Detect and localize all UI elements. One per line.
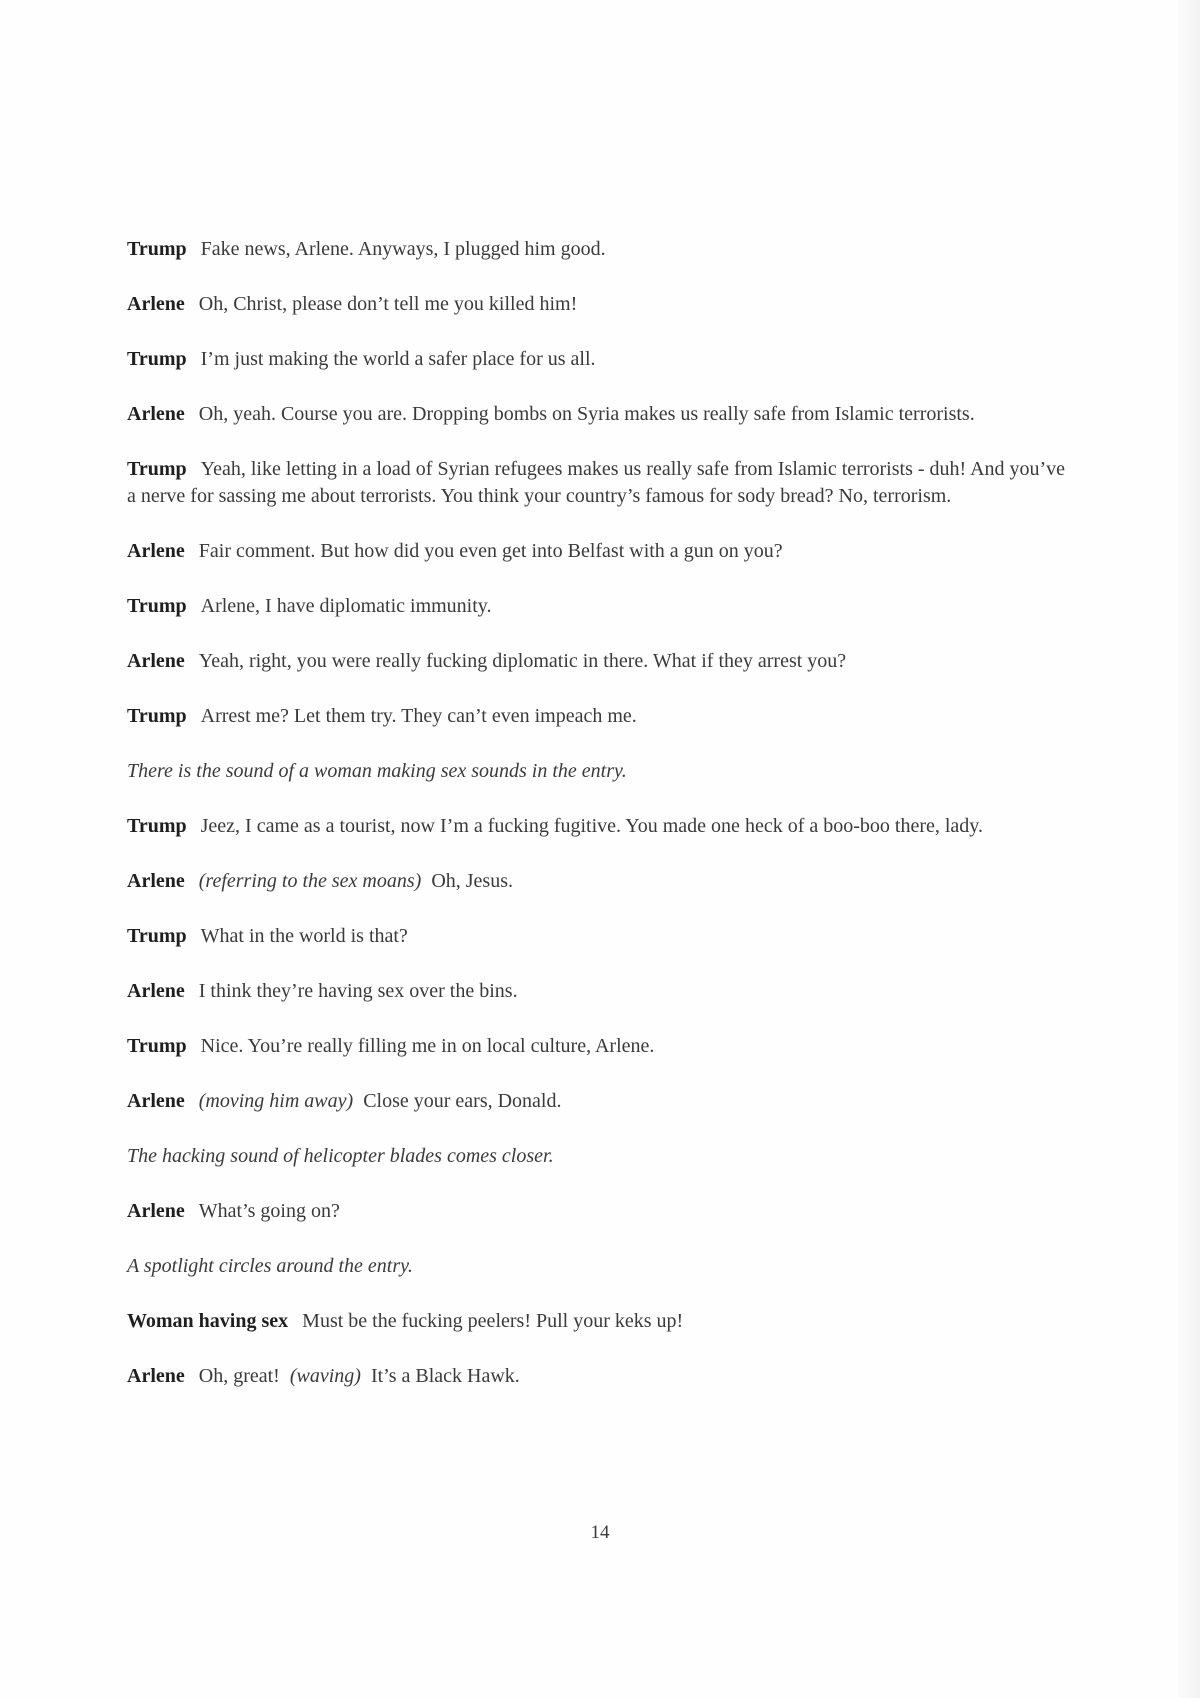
script-body bbox=[127, 236, 1067, 1418]
speaker-name: Woman having sex bbox=[127, 1310, 289, 1332]
parenthetical-direction: (referring to the sex moans) bbox=[198, 870, 422, 892]
dialogue-line bbox=[127, 923, 1067, 950]
dialogue-line bbox=[127, 868, 1067, 895]
speaker-name: Arlene bbox=[127, 1090, 185, 1112]
speaker-name: Trump bbox=[127, 1035, 187, 1057]
speaker-name: Arlene bbox=[127, 1200, 185, 1222]
speaker-name: Arlene bbox=[127, 980, 185, 1002]
dialogue-line bbox=[127, 456, 1067, 510]
dialogue-text: Fake news, Arlene. Anyways, I plugged him good. bbox=[200, 238, 606, 260]
speaker-name: Arlene bbox=[127, 293, 185, 315]
speaker-name: Trump bbox=[127, 348, 187, 370]
dialogue-text: It’s a Black Hawk. bbox=[370, 1365, 520, 1387]
speaker-name: Arlene bbox=[127, 650, 185, 672]
dialogue-line bbox=[127, 703, 1067, 730]
parenthetical-direction: (moving him away) bbox=[198, 1090, 354, 1112]
dialogue-text: Oh, Jesus. bbox=[431, 870, 513, 892]
dialogue-line bbox=[127, 593, 1067, 620]
speaker-name: Trump bbox=[127, 238, 187, 260]
stage-direction: There is the sound of a woman making sex sounds in the entry. bbox=[127, 760, 627, 782]
parenthetical-direction: (waving) bbox=[289, 1365, 361, 1387]
stage-direction: A spotlight circles around the entry. bbox=[127, 1255, 413, 1277]
speaker-name: Trump bbox=[127, 705, 187, 727]
dialogue-line bbox=[127, 291, 1067, 318]
speaker-name: Arlene bbox=[127, 1365, 185, 1387]
dialogue-text: Yeah, right, you were really fucking diplomatic in there. What if they arrest you? bbox=[198, 650, 847, 672]
dialogue-text: What’s going on? bbox=[198, 1200, 340, 1222]
dialogue-text: Yeah, like letting in a load of Syrian refugees makes us really safe from Islamic terrorists - duh! And you’ve a nerve for sassing me about terrorists. You think your country’s famous for sody bread? No, terrorism. bbox=[127, 458, 1066, 507]
dialogue-line bbox=[127, 1308, 1067, 1335]
dialogue-text: I think they’re having sex over the bins. bbox=[198, 980, 518, 1002]
page-number: 14 bbox=[590, 1522, 610, 1543]
dialogue-line bbox=[127, 538, 1067, 565]
dialogue-line bbox=[127, 1033, 1067, 1060]
dialogue-line bbox=[127, 978, 1067, 1005]
speaker-name: Trump bbox=[127, 595, 187, 617]
dialogue-line bbox=[127, 813, 1067, 840]
dialogue-text: Arlene, I have diplomatic immunity. bbox=[200, 595, 492, 617]
speaker-name: Trump bbox=[127, 815, 187, 837]
dialogue-line bbox=[127, 648, 1067, 675]
dialogue-text: What in the world is that? bbox=[200, 925, 408, 947]
dialogue-text: Fair comment. But how did you even get into Belfast with a gun on you? bbox=[198, 540, 783, 562]
dialogue-line bbox=[127, 1088, 1067, 1115]
page-edge-shadow bbox=[1178, 0, 1200, 1698]
speaker-name: Arlene bbox=[127, 540, 185, 562]
dialogue-text: Must be the fucking peelers! Pull your keks up! bbox=[302, 1310, 684, 1332]
dialogue-text: Oh, yeah. Course you are. Dropping bombs on Syria makes us really safe from Islamic terrorists. bbox=[198, 403, 975, 425]
speaker-name: Arlene bbox=[127, 870, 185, 892]
dialogue-text: Oh, great! bbox=[198, 1365, 280, 1387]
dialogue-line bbox=[127, 1198, 1067, 1225]
dialogue-line bbox=[127, 1363, 1067, 1390]
dialogue-text: Nice. You’re really filling me in on local culture, Arlene. bbox=[200, 1035, 655, 1057]
dialogue-line bbox=[127, 346, 1067, 373]
dialogue-text: Jeez, I came as a tourist, now I’m a fucking fugitive. You made one heck of a boo-boo there, lady. bbox=[200, 815, 983, 837]
dialogue-line bbox=[127, 236, 1067, 263]
dialogue-text: Oh, Christ, please don’t tell me you killed him! bbox=[198, 293, 578, 315]
dialogue-text: Close your ears, Donald. bbox=[363, 1090, 562, 1112]
speaker-name: Trump bbox=[127, 925, 187, 947]
dialogue-text: I’m just making the world a safer place for us all. bbox=[200, 348, 596, 370]
dialogue-text: Arrest me? Let them try. They can’t even impeach me. bbox=[200, 705, 637, 727]
dialogue-line bbox=[127, 401, 1067, 428]
speaker-name: Arlene bbox=[127, 403, 185, 425]
stage-direction: The hacking sound of helicopter blades comes closer. bbox=[127, 1145, 554, 1167]
speaker-name: Trump bbox=[127, 458, 187, 480]
